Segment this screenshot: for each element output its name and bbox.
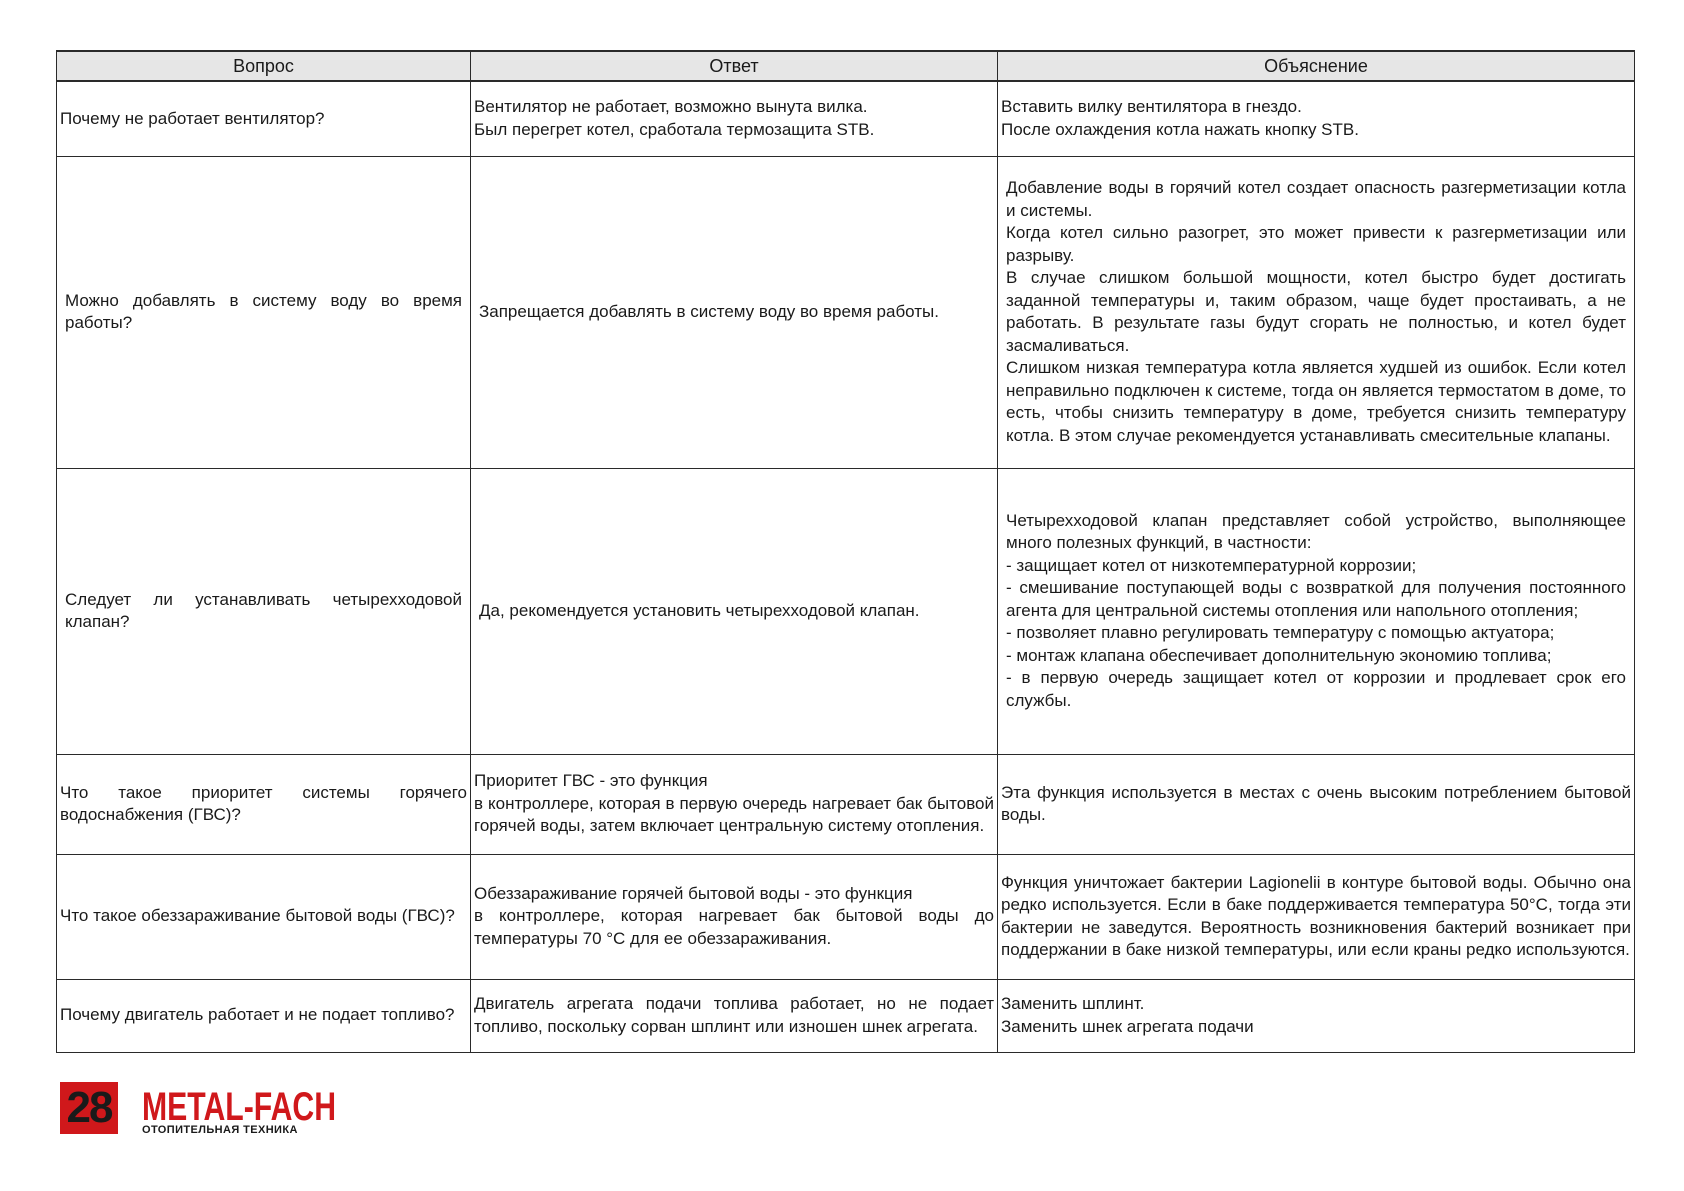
table-row (57, 979, 1635, 1052)
question-cell (57, 156, 471, 468)
answer-cell (471, 468, 998, 754)
table-header-row (57, 51, 1635, 81)
brand-tagline: ОТОПИТЕЛЬНАЯ ТЕХНИКА (142, 1124, 298, 1136)
question-cell (57, 754, 471, 854)
explanation-text: - в первую очередь защищает котел от коррозии и продлевает срок его службы. (1006, 668, 1626, 710)
faq-table (56, 50, 1635, 1053)
question-text: Почему двигатель работает и не подает топливо? (60, 1005, 455, 1025)
explanation-text: Заменить шнек агрегата подачи (1001, 1016, 1254, 1036)
question-text: Что такое обеззараживание бытовой воды (ГВС)? (60, 906, 455, 926)
brand-wordmark: METAL-FACH (142, 1085, 336, 1129)
question-text: Почему не работает вентилятор? (60, 108, 325, 128)
explanation-cell (998, 468, 1635, 754)
answer-text: Был перегрет котел, сработала термозащита STB. (474, 119, 875, 139)
answer-text: Приоритет ГВС - это функция (474, 771, 708, 791)
answer-text: Вентилятор не работает, возможно вынута вилка. (474, 97, 868, 117)
question-cell (57, 81, 471, 156)
answer-text: в контроллере, которая нагревает бак бытовой воды до температуры 70 °C для ее обеззараживания. (474, 906, 994, 948)
table-row (57, 468, 1635, 754)
column-header-answer: Ответ (471, 51, 998, 81)
table-row (57, 754, 1635, 854)
question-cell (57, 979, 471, 1052)
table-row (57, 156, 1635, 468)
explanation-text: - защищает котел от низкотемпературной коррозии; (1006, 555, 1417, 575)
explanation-text: В случае слишком большой мощности, котел быстро будет достигать заданной температуры и, таким образом, чаще будет простаивать, а не работать. В результате газы будут сгорать не полностью, и котел будет засмаливаться. (1006, 268, 1626, 355)
explanation-text: Четырехходовой клапан представляет собой устройство, выполняющее много полезных функций, в частности: (1006, 510, 1626, 553)
column-header-explanation: Объяснение (998, 51, 1635, 81)
explanation-cell (998, 979, 1635, 1052)
explanation-cell (998, 854, 1635, 979)
table-row (57, 854, 1635, 979)
explanation-text: Слишком низкая температура котла является худшей из ошибок. Если котел неправильно подключен к системе, тогда он является термостатом в доме, то есть, чтобы снизить температуру в доме, требуется снизить температуру котла. В этом случае рекомендуется устанавливать смесительные клапаны. (1006, 358, 1626, 445)
explanation-text: После охлаждения котла нажать кнопку STB. (1001, 119, 1359, 139)
answer-text: Запрещается добавлять в систему воду во время работы. (479, 301, 939, 321)
explanation-cell (998, 81, 1635, 156)
answer-text: Да, рекомендуется установить четырехходовой клапан. (479, 600, 920, 620)
page-number: 28 (60, 1082, 118, 1134)
answer-cell (471, 979, 998, 1052)
explanation-cell (998, 156, 1635, 468)
question-text: Можно добавлять в систему воду во время работы? (65, 290, 462, 332)
explanation-cell (998, 754, 1635, 854)
explanation-text: Добавление воды в горячий котел создает опасность разгерметизации котла и системы. (1006, 178, 1626, 220)
explanation-text: Когда котел сильно разогрет, это может привести к разгерметизации или разрыву. (1006, 223, 1626, 265)
answer-cell (471, 754, 998, 854)
answer-text: Обеззараживание горячей бытовой воды - это функция (474, 883, 913, 903)
explanation-text: - смешивание поступающей воды с возвраткой для получения постоянного агента для центральной системы отопления или напольного отопления; (1006, 578, 1626, 620)
explanation-text: - позволяет плавно регулировать температуру с помощью актуатора; (1006, 623, 1555, 643)
answer-text: Двигатель агрегата подачи топлива работает, но не подает топливо, поскольку сорван шплинт или изношен шнек агрегата. (474, 994, 994, 1036)
explanation-text: Функция уничтожает бактерии Lagionelii в контуре бытовой воды. Обычно она редко используется. Если в баке поддерживается температура 50°C, тогда эти бактерии не заведутся. Вероятность возникновения бактерий возникает при поддержании в баке низкой температуры, или если краны редко используются. (1001, 872, 1631, 959)
column-header-question: Вопрос (57, 51, 471, 81)
question-cell (57, 854, 471, 979)
answer-text: в контроллере, которая в первую очередь нагревает бак бытовой горячей воды, затем включает центральную систему отопления. (474, 793, 994, 836)
answer-cell (471, 81, 998, 156)
explanation-text: Заменить шплинт. (1001, 994, 1145, 1013)
question-text: Следует ли устанавливать четырехходовой клапан? (65, 589, 462, 631)
question-cell (57, 468, 471, 754)
question-text: Что такое приоритет системы горячего водоснабжения (ГВС)? (60, 782, 467, 824)
answer-cell (471, 854, 998, 979)
explanation-text: Эта функция используется в местах с очень высоким потреблением бытовой воды. (1001, 782, 1631, 824)
explanation-text: Вставить вилку вентилятора в гнездо. (1001, 97, 1302, 117)
table-row (57, 81, 1635, 156)
explanation-text: - монтаж клапана обеспечивает дополнительную экономию топлива; (1006, 645, 1552, 665)
answer-cell (471, 156, 998, 468)
